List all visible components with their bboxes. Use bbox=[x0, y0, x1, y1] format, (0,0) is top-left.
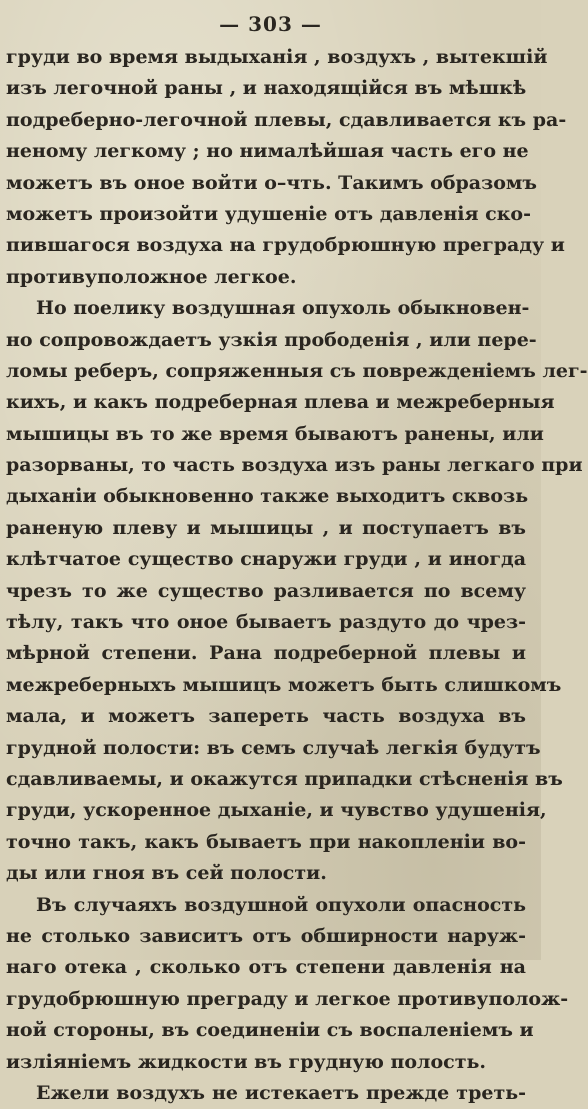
text-line: кихъ, и какъ подреберная плева и межреберныя bbox=[6, 391, 555, 414]
text-line: можетъ въ оное войти о–чть. Такимъ образомъ bbox=[6, 171, 537, 194]
text-line: подреберно-легочной плевы, сдавливается къ ра- bbox=[6, 108, 567, 131]
text-line: груди во время выдыханія , воздухъ , вытекшій bbox=[6, 46, 548, 68]
text-line: наго отека , сколько отъ степени давленія на bbox=[6, 956, 526, 979]
text-line: чрезъ то же существо разливается по всему bbox=[6, 579, 526, 602]
text-line: пившагося воздуха на грудобрюшную преграду и bbox=[6, 234, 565, 257]
text-line: тѣлу, такъ что оное бываетъ раздуто до чрез- bbox=[6, 611, 526, 634]
text-line: сдавливаемы, и окажутся припадки стѣсненія въ bbox=[6, 767, 563, 790]
text-line: грудной полости: въ семъ случаѣ легкія будутъ bbox=[6, 736, 541, 759]
text-line: груди, ускоренное дыханіе, и чувство удушенія, bbox=[6, 799, 547, 822]
text-line: точно такъ, какъ бываетъ при накопленіи во- bbox=[6, 830, 526, 853]
text-line: мышицы въ то же время бываютъ ранены, или bbox=[6, 422, 544, 445]
text-line: Въ случаяхъ воздушной опухоли опасность bbox=[36, 893, 526, 916]
text-line: ды или гноя въ сей полости. bbox=[6, 862, 327, 885]
text-line: изліяніемъ жидкости въ грудную полость. bbox=[6, 1050, 486, 1073]
text-line: раненую плеву и мышицы , и поступаетъ въ bbox=[6, 516, 526, 539]
text-line: грудобрюшную преграду и легкое противуполож- bbox=[6, 987, 569, 1010]
text-line: мала, и можетъ запереть часть воздуха въ bbox=[6, 705, 526, 728]
text-line: неному легкому ; но нималѣйшая часть его не bbox=[6, 140, 529, 163]
text-line: разорваны, то часть воздуха изъ раны легкаго при bbox=[6, 454, 583, 477]
text-line: Ежели воздухъ не истекаетъ прежде треть- bbox=[36, 1081, 526, 1104]
text-line: клѣтчатое существо снаружи груди , и иногда bbox=[6, 548, 526, 571]
text-line: Но поелику воздушная опухоль обыкновен- bbox=[36, 297, 530, 320]
text-line: изъ легочной раны , и находящійся въ мѣшкѣ bbox=[6, 77, 527, 100]
text-line: мѣрной степени. Рана подреберной плевы и bbox=[6, 642, 526, 665]
text-line: но сопровождаетъ узкія прободенія , или пере- bbox=[6, 328, 537, 351]
text-line: не столько зависитъ отъ обширности наруж- bbox=[6, 924, 526, 947]
text-line: ломы реберъ, сопряженныя съ поврежденіемъ лег- bbox=[6, 359, 588, 382]
page-number: — 303 — bbox=[219, 12, 322, 36]
body-text bbox=[6, 42, 588, 1109]
text-line: противуположное легкое. bbox=[6, 265, 297, 288]
text-line: можетъ произойти удушеніе отъ давленія ско- bbox=[6, 202, 531, 225]
text-line: дыханіи обыкновенно также выходитъ сквозь bbox=[6, 485, 529, 508]
text-line: межреберныхъ мышицъ можетъ быть слишкомъ bbox=[6, 673, 562, 696]
text-line: ной стороны, въ соединеніи съ воспаленіемъ и bbox=[6, 1019, 534, 1042]
